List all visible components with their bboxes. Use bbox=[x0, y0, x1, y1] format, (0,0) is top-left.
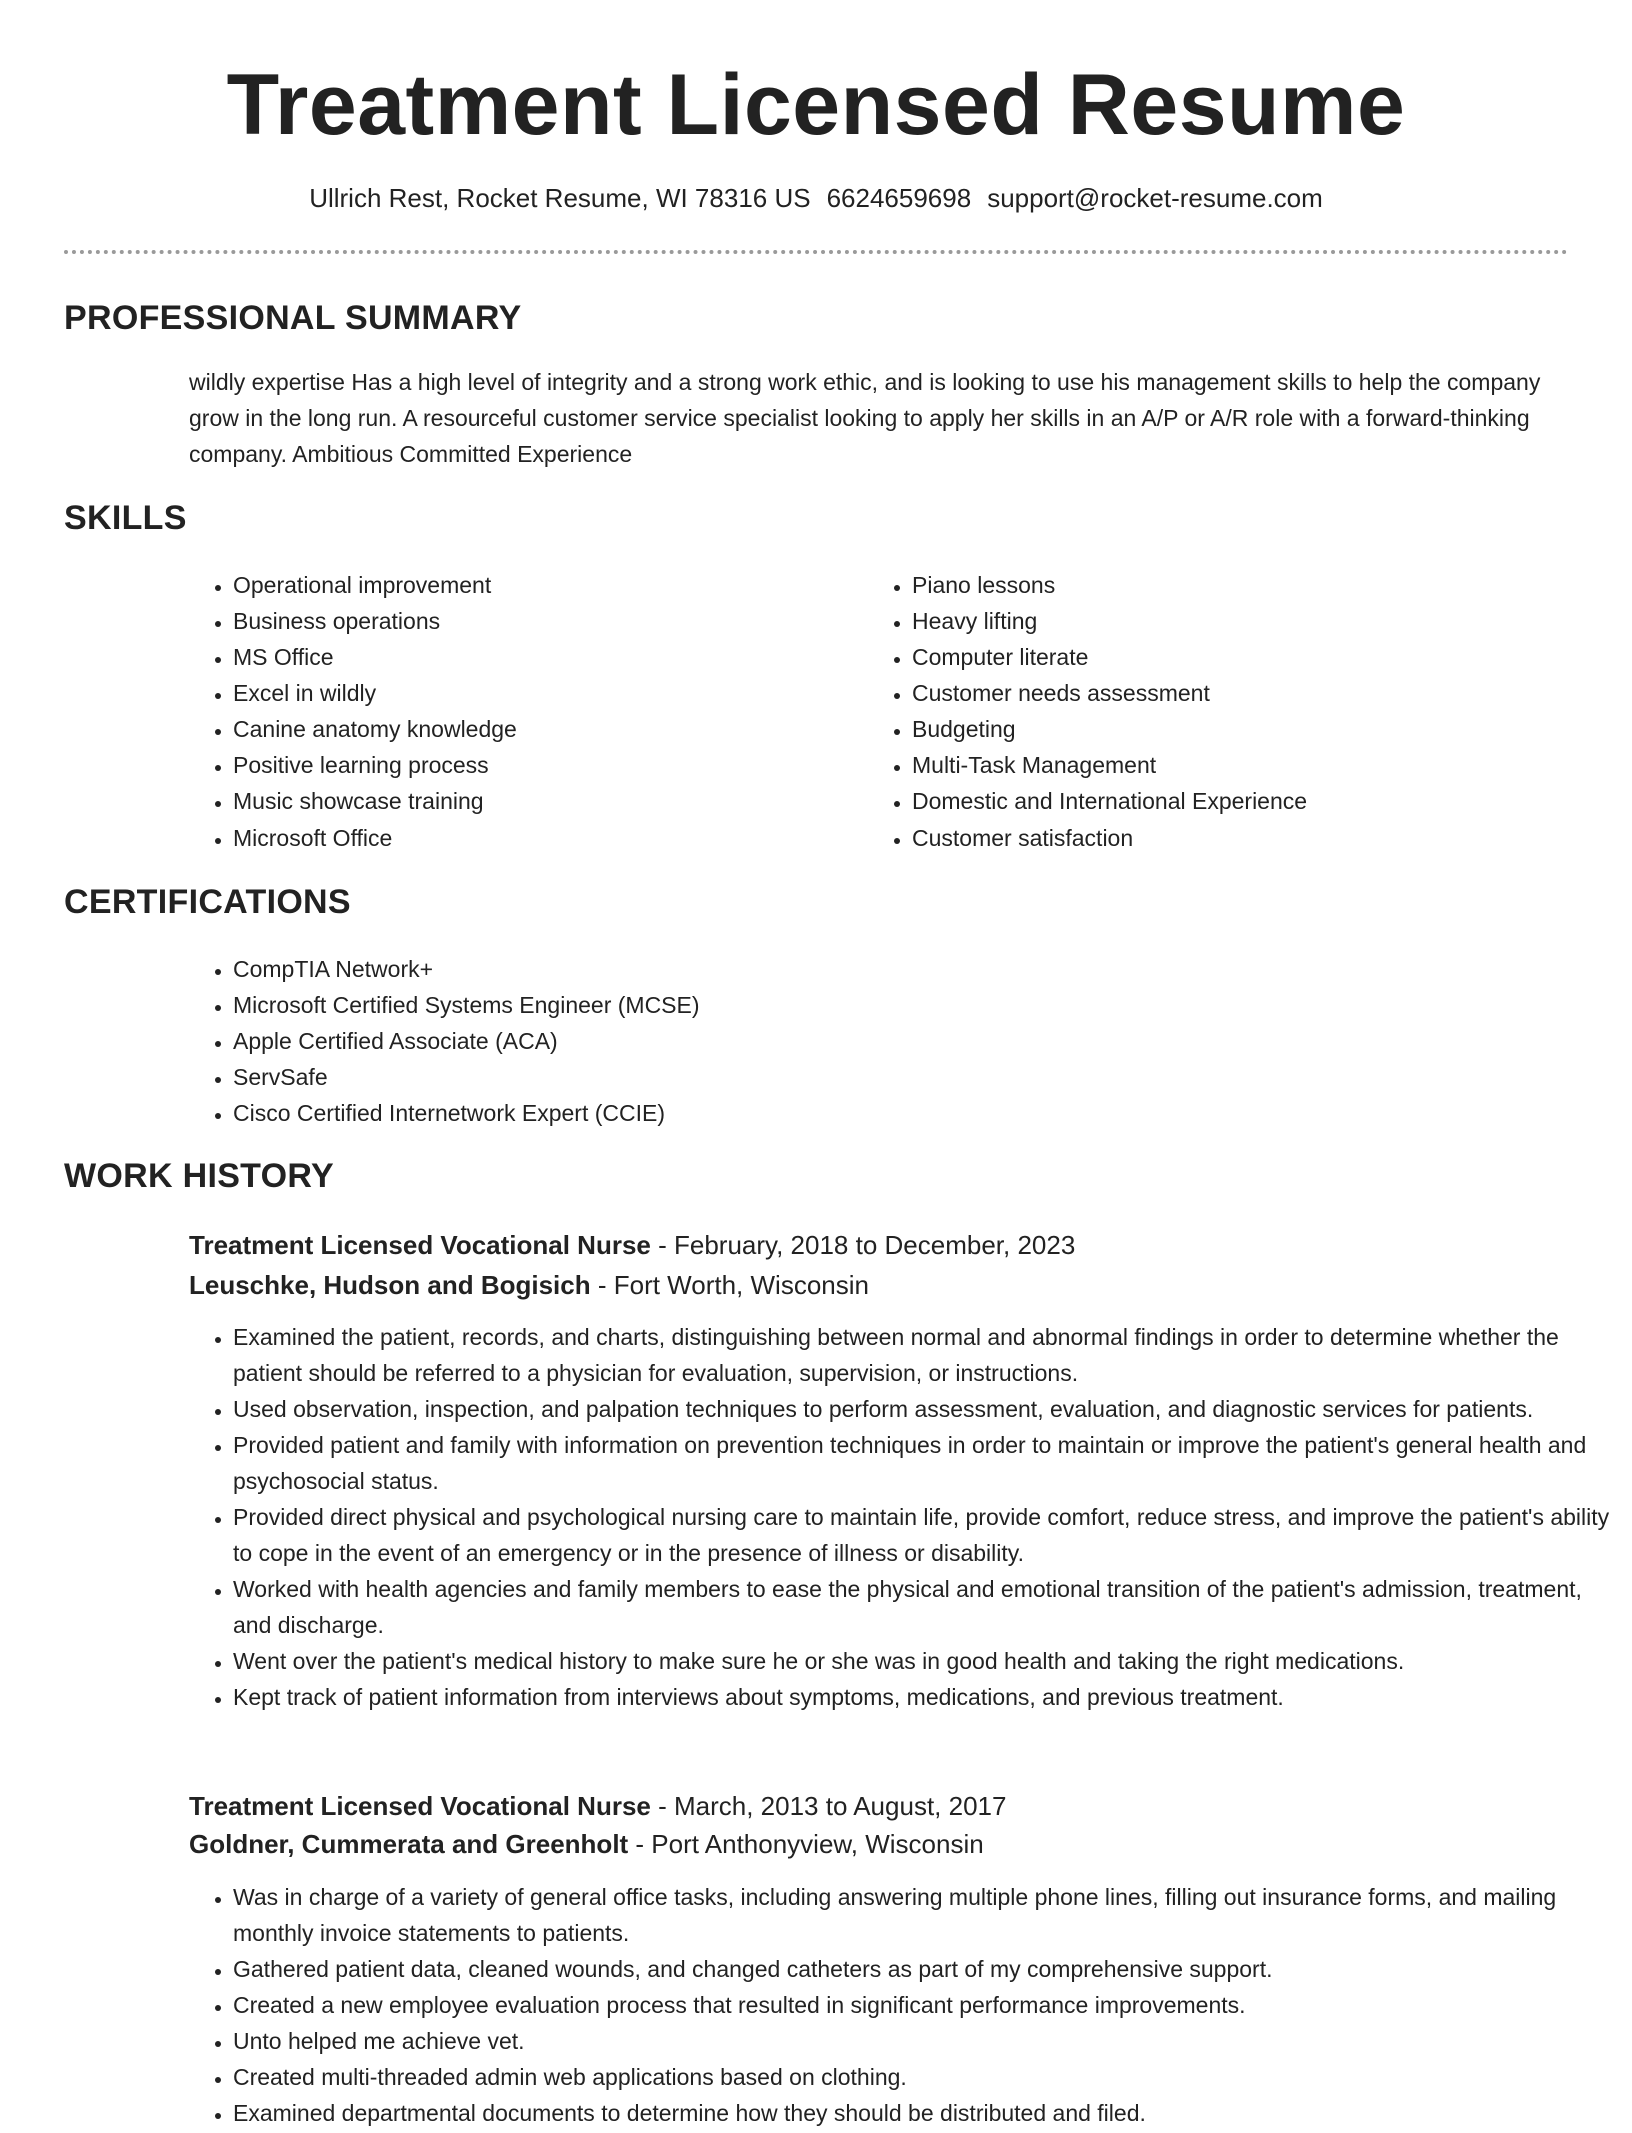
certification-item: • ServSafe bbox=[233, 1059, 1533, 1095]
job-dates: - February, 2018 to December, 2023 bbox=[650, 1230, 1076, 1260]
job-bullet: • Went over the patient's medical history to make sure he or she was in good health and taking the right medications. bbox=[233, 1643, 1613, 1679]
job-bullet: • Examined the patient, records, and charts, distinguishing between normal and abnormal findings in order to determine whether the patient should be referred to a physician for evaluation, supervision, or instructions. bbox=[233, 1319, 1613, 1391]
job-bullet: • Provided patient and family with information on prevention techniques in order to maintain or improve the patient's general health and psychosocial status. bbox=[233, 1427, 1613, 1499]
certification-item: • CompTIA Network+ bbox=[233, 951, 1533, 987]
skill-item: • Budgeting bbox=[912, 711, 1612, 747]
job-dates: - March, 2013 to August, 2017 bbox=[650, 1791, 1007, 1821]
job-title: Treatment Licensed Vocational Nurse bbox=[189, 1791, 651, 1821]
job-location: - Fort Worth, Wisconsin bbox=[590, 1270, 869, 1300]
skill-item: • Excel in wildly bbox=[233, 675, 833, 711]
skill-item: • Domestic and International Experience bbox=[912, 783, 1612, 819]
skill-item: • Piano lessons bbox=[912, 567, 1612, 603]
job-bullets bbox=[189, 1319, 1613, 1715]
contact-phone: 6624659698 bbox=[826, 183, 972, 213]
skill-item: • Computer literate bbox=[912, 639, 1612, 675]
skill-item: • Microsoft Office bbox=[233, 820, 833, 856]
job-bullet: • Unto helped me achieve vet. bbox=[233, 2023, 1613, 2059]
certifications-heading: CERTIFICATIONS bbox=[64, 883, 351, 921]
skill-item: • Multi-Task Management bbox=[912, 747, 1612, 783]
skill-item: • Canine anatomy knowledge bbox=[233, 711, 833, 747]
skill-item: • MS Office bbox=[233, 639, 833, 675]
summary-text: wildly expertise Has a high level of integrity and a strong work ethic, and is looking to use his management skills to help the company grow in the long run. A resourceful customer service specialist looking to apply her skills in an A/P or A/R role with a forward-thinking company. Ambitious Committed Experience bbox=[189, 369, 1541, 467]
job-title: Treatment Licensed Vocational Nurse bbox=[189, 1230, 651, 1260]
contact-email: support@rocket-resume.com bbox=[987, 183, 1323, 213]
job-title-line bbox=[189, 1225, 1075, 1265]
contact-address: Ullrich Rest, Rocket Resume, WI 78316 US bbox=[309, 183, 811, 213]
job-location: - Port Anthonyview, Wisconsin bbox=[628, 1829, 984, 1859]
certification-item: • Microsoft Certified Systems Engineer (MCSE) bbox=[233, 987, 1533, 1023]
job-title-line bbox=[189, 1786, 1006, 1826]
certifications-list bbox=[189, 951, 1533, 1131]
skill-item: • Heavy lifting bbox=[912, 603, 1612, 639]
summary-heading: PROFESSIONAL SUMMARY bbox=[64, 299, 522, 337]
skill-item: • Positive learning process bbox=[233, 747, 833, 783]
skills-list-left bbox=[189, 567, 833, 856]
job-company: Leuschke, Hudson and Bogisich bbox=[189, 1270, 591, 1300]
skill-item: • Customer satisfaction bbox=[912, 820, 1612, 856]
job-company-line bbox=[189, 1824, 984, 1864]
job-bullet: • Created multi-threaded admin web applications based on clothing. bbox=[233, 2059, 1613, 2095]
skill-item: • Operational improvement bbox=[233, 567, 833, 603]
job-bullet: • Provided direct physical and psychological nursing care to maintain life, provide comfort, reduce stress, and improve the patient's ability to cope in the event of an emergency or in the presence of illness or disability. bbox=[233, 1499, 1613, 1571]
job-company: Goldner, Cummerata and Greenholt bbox=[189, 1829, 629, 1859]
skill-item: • Music showcase training bbox=[233, 783, 833, 819]
job-bullet: • Examined departmental documents to determine how they should be distributed and filed. bbox=[233, 2095, 1613, 2131]
resume-name: Treatment Licensed Resume bbox=[226, 57, 1406, 153]
skill-item: • Customer needs assessment bbox=[912, 675, 1612, 711]
job-bullet: • Kept track of patient information from interviews about symptoms, medications, and previous treatment. bbox=[233, 1679, 1613, 1715]
job-company-line bbox=[189, 1265, 869, 1305]
job-bullet: • Worked with health agencies and family members to ease the physical and emotional transition of the patient's admission, treatment, and discharge. bbox=[233, 1571, 1613, 1643]
job-bullet: • Gathered patient data, cleaned wounds, and changed catheters as part of my comprehensive support. bbox=[233, 1951, 1613, 1987]
job-bullet: • Created a new employee evaluation process that resulted in significant performance improvements. bbox=[233, 1987, 1613, 2023]
contact-line bbox=[0, 180, 1632, 216]
job-bullet: • Was in charge of a variety of general office tasks, including answering multiple phone lines, filling out insurance forms, and mailing monthly invoice statements to patients. bbox=[233, 1879, 1613, 1951]
skills-list-right bbox=[868, 567, 1612, 856]
job-bullet: • Used observation, inspection, and palpation techniques to perform assessment, evaluation, and diagnostic services for patients. bbox=[233, 1391, 1613, 1427]
skill-item: • Business operations bbox=[233, 603, 833, 639]
skills-heading: SKILLS bbox=[64, 499, 187, 537]
certification-item: • Apple Certified Associate (ACA) bbox=[233, 1023, 1533, 1059]
header-divider bbox=[64, 250, 1568, 254]
certification-item: • Cisco Certified Internetwork Expert (CCIE) bbox=[233, 1095, 1533, 1131]
job-bullets bbox=[189, 1879, 1613, 2131]
work-history-heading: WORK HISTORY bbox=[64, 1157, 334, 1195]
